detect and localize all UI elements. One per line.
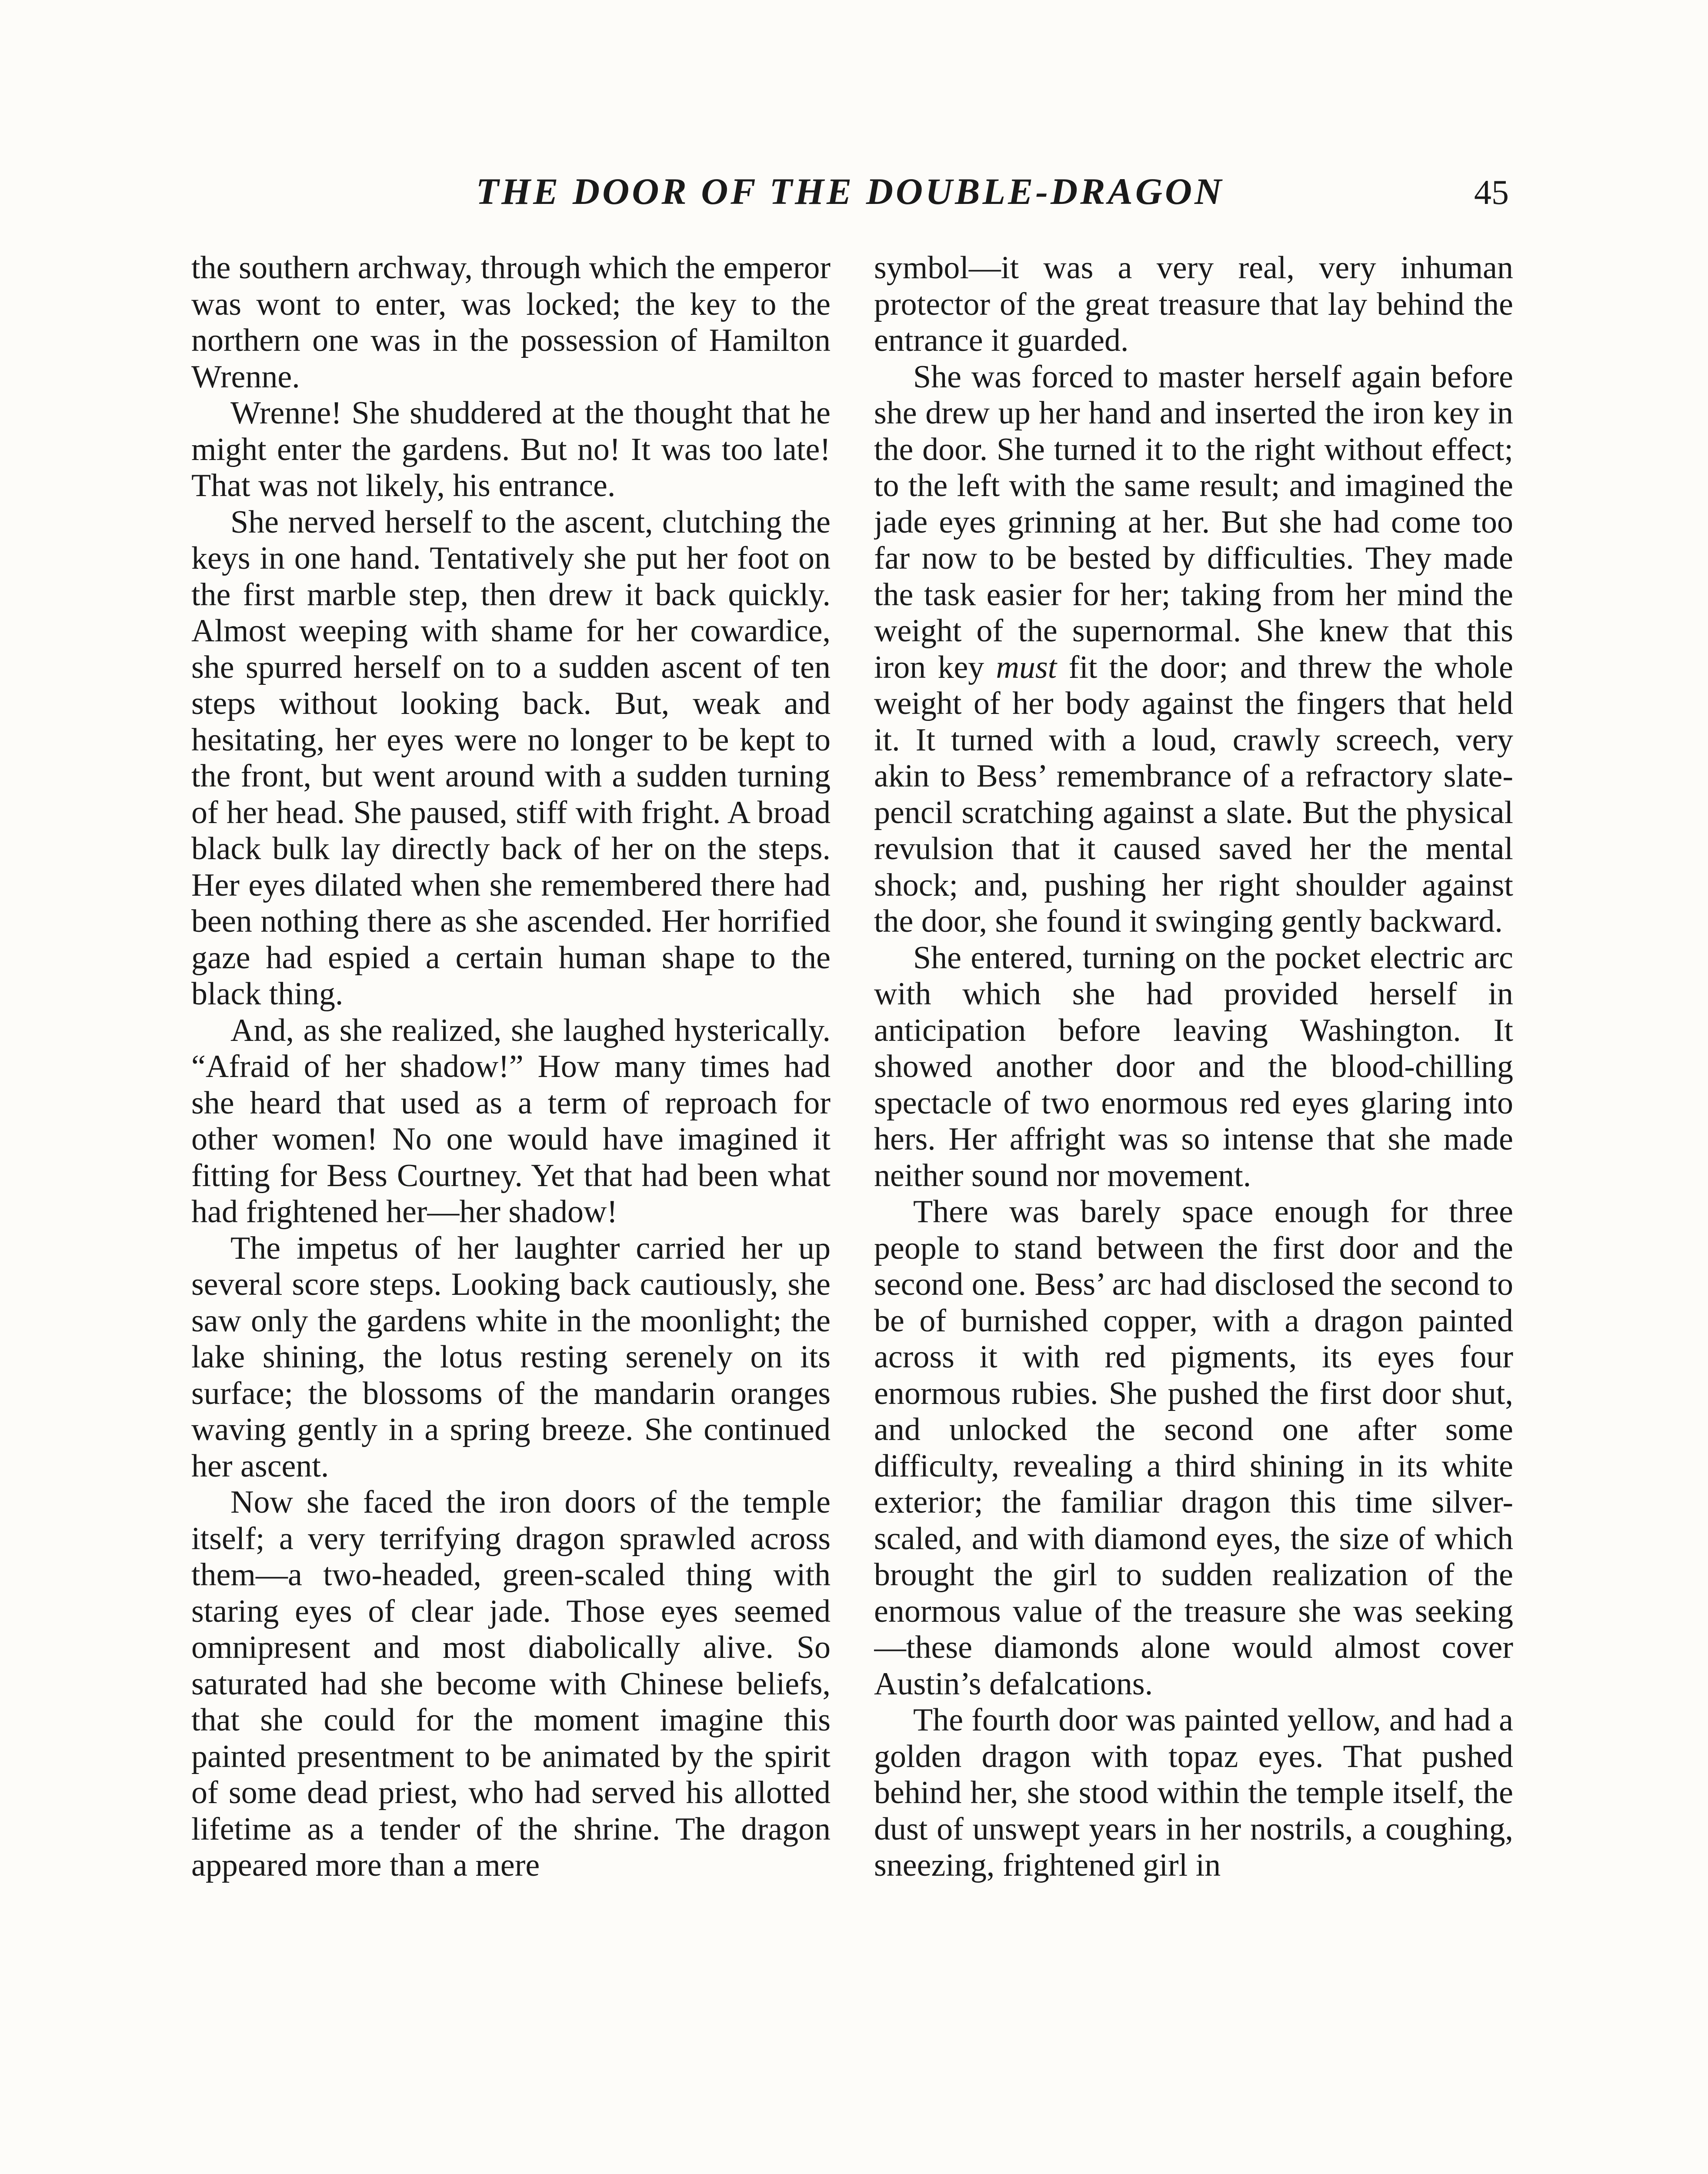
paragraph: The impetus of her laughter carried her up several score steps. Looking back cautiously, she saw only the gardens white in the moonlight; the lake shining, the lotus resting serenely on its surface; the blossoms of the mandarin oranges waving gently in a spring breeze. She continued her ascent.	[191, 1230, 831, 1484]
paragraph	[874, 359, 1513, 940]
page-number: 45	[1474, 173, 1509, 212]
paragraph: The fourth door was painted yellow, and had a golden dragon with topaz eyes. That pushed behind her, she stood within the temple itself, the dust of unswept years in her nostrils, a coughing, sneezing, frightened girl in	[874, 1702, 1513, 1883]
paragraph-text: fit the door; and threw the whole weight of her body against the fingers that held it. It turned with a loud, crawly screech, very akin to Bess’ remembrance of a refractory slate-pencil scratching against a slate. But the physical revulsion that it caused saved her the mental shock; and, pushing her right shoulder against the door, she found it swinging gently backward.	[874, 649, 1513, 939]
paragraph: And, as she realized, she laughed hysterically. “Afraid of her shadow!” How many times had she heard that used as a term of reproach for other women! No one would have imagined it fitting for Bess Courtney. Yet that had been what had frightened her—her shadow!	[191, 1012, 831, 1230]
left-column	[191, 250, 831, 2174]
paragraph: There was barely space enough for three people to stand between the first door and the second one. Bess’ arc had disclosed the second to be of burnished copper, with a dragon painted across it with red pigments, its eyes four enormous rubies. She pushed the first door shut, and unlocked the second one after some difficulty, revealing a third shining in its white exterior; the familiar dragon this time silver-scaled, and with diamond eyes, the size of which brought the girl to sudden realization of the enormous value of the treasure she was seeking—these diamonds alone would almost cover Austin’s defalcations.	[874, 1194, 1513, 1702]
paragraph-text: She was forced to master herself again before she drew up her hand and inserted the iron key in the door. She turned it to the right without effect; to the left with the same result; and imagined the jade eyes grinning at her. But she had come too far now to be bested by difficulties. They made the task easier for her; taking from her mind the weight of the supernormal. She knew that this iron key	[874, 359, 1513, 685]
right-column	[874, 250, 1513, 2174]
paragraph: Now she faced the iron doors of the temple itself; a very terrifying dragon sprawled across them—a two-headed, green-scaled thing with staring eyes of clear jade. Those eyes seemed omnipresent and most diabolically alive. So saturated had she become with Chinese beliefs, that she could for the moment imagine this painted presentment to be animated by the spirit of some dead priest, who had served his allotted lifetime as a tender of the shrine. The dragon appeared more than a mere	[191, 1484, 831, 1883]
running-title: THE DOOR OF THE DOUBLE-DRAGON	[476, 170, 1224, 212]
paragraph: She entered, turning on the pocket electric arc with which she had provided herself in anticipation before leaving Washington. It showed another door and the blood-chilling spectacle of two enormous red eyes glaring into hers. Her affright was so intense that she made neither sound nor movement.	[874, 940, 1513, 1194]
page-header	[191, 165, 1509, 226]
emphasis-text: must	[996, 649, 1057, 685]
paragraph: She nerved herself to the ascent, clutching the keys in one hand. Tentatively she put her foot on the first marble step, then drew it back quickly. Almost weeping with shame for her cowardice, she spurred herself on to a sudden ascent of ten steps without looking back. But, weak and hesitating, her eyes were no longer to be kept to the front, but went around with a sudden turning of her head. She paused, stiff with fright. A broad black bulk lay directly back of her on the steps. Her eyes dilated when she remembered there had been nothing there as she ascended. Her horrified gaze had espied a certain human shape to the black thing.	[191, 504, 831, 1012]
paragraph: Wrenne! She shuddered at the thought that he might enter the gardens. But no! It was too late! That was not likely, his entrance.	[191, 395, 831, 503]
paragraph: the southern archway, through which the emperor was wont to enter, was locked; the key to the northern one was in the possession of Hamilton Wrenne.	[191, 250, 831, 395]
paragraph: symbol—it was a very real, very inhuman protector of the great treasure that lay behind the entrance it guarded.	[874, 250, 1513, 358]
